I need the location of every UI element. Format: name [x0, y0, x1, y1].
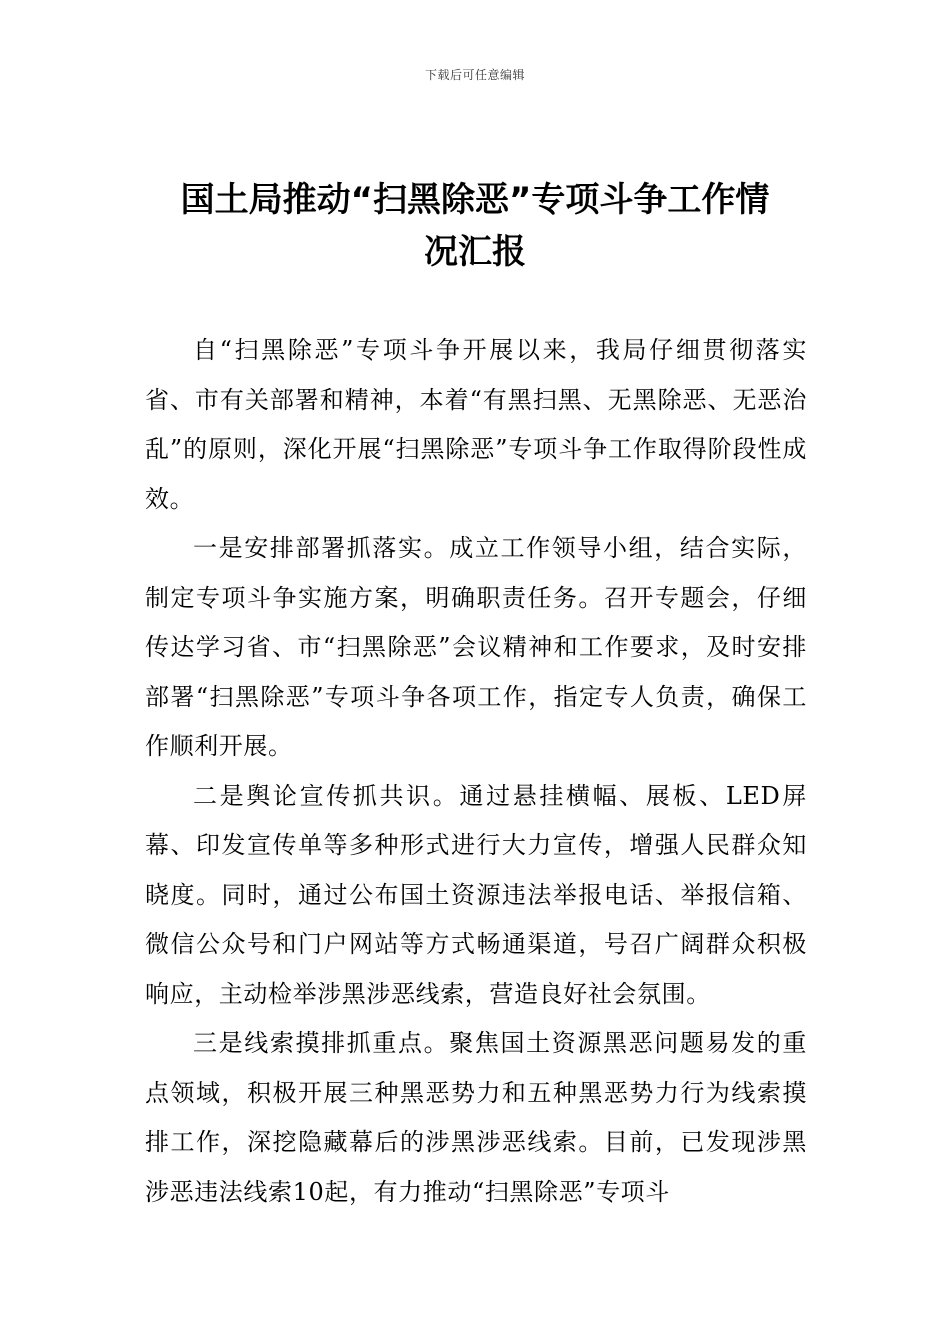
document-title	[120, 174, 830, 278]
paragraph-three: 三是线索摸排抓重点。聚焦国土资源黑恶问题易发的重点领域，积极开展三种黑恶势力和五种黑恶势力行为线索摸排工作，深挖隐藏幕后的涉黑涉恶线索。目前，已发现涉黑涉恶违法线索10起，有力推动“扫黑除恶”专项斗	[145, 1029, 807, 1206]
paragraph-one: 一是安排部署抓落实。成立工作领导小组，结合实际，制定专项斗争实施方案，明确职责任务。召开专题会，仔细传达学习省、市“扫黑除恶”会议精神和工作要求，及时安排部署“扫黑除恶”专项斗争各项工作，指定专人负责，确保工作顺利开展。	[145, 534, 807, 760]
title-line-1: 国土局推动“扫黑除恶”专项斗争工作情	[180, 180, 770, 220]
header-note: 下载后可任意编辑	[424, 68, 525, 82]
paragraph-two: 二是舆论宣传抓共识。通过悬挂横幅、展板、LED屏幕、印发宣传单等多种形式进行大力宣传，增强人民群众知晓度。同时，通过公布国土资源违法举报电话、举报信箱、微信公众号和门户网站等方式畅通渠道，号召广阔群众积极响应，主动检举涉黑涉恶线索，营造良好社会氛围。	[145, 781, 807, 1008]
document-body	[145, 326, 807, 1217]
paragraph-intro: 自“扫黑除恶”专项斗争开展以来，我局仔细贯彻落实省、市有关部署和精神，本着“有黑扫黑、无黑除恶、无恶治乱”的原则，深化开展“扫黑除恶”专项斗争工作取得阶段性成效。	[145, 336, 807, 513]
title-line-2: 况汇报	[424, 232, 526, 272]
